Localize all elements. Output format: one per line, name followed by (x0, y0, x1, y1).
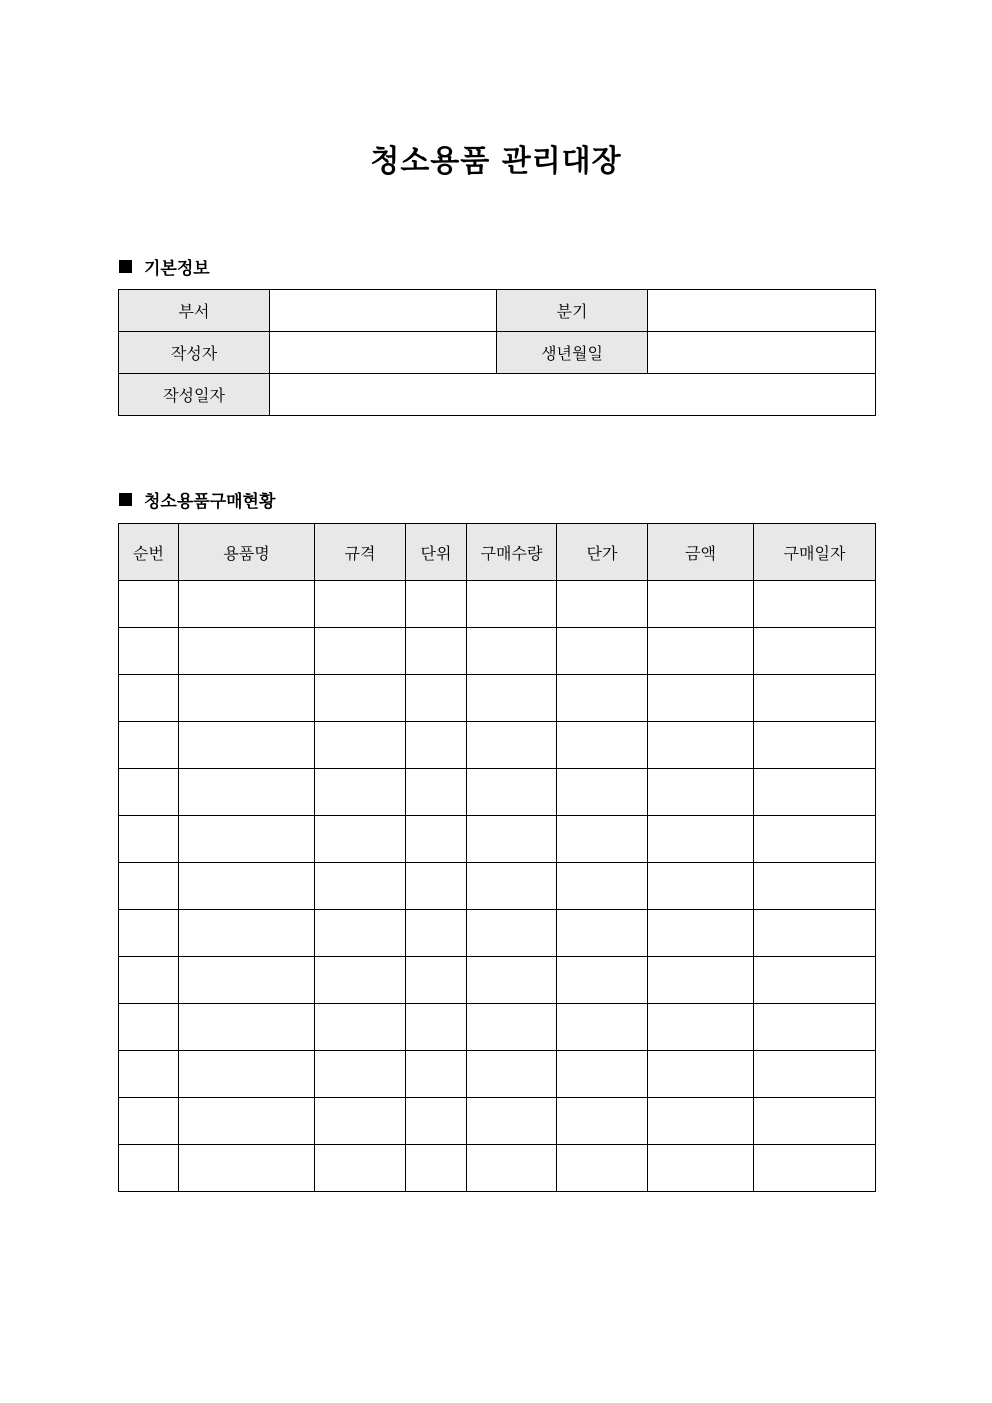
table-cell[interactable] (406, 1145, 467, 1192)
table-cell[interactable] (119, 1098, 179, 1145)
table-cell[interactable] (754, 675, 876, 722)
table-cell[interactable] (648, 769, 754, 816)
birth-date-label: 생년월일 (497, 332, 648, 374)
basic-info-heading-text: 기본정보 (144, 259, 210, 279)
table-row (119, 910, 876, 957)
table-row (119, 1098, 876, 1145)
table-cell[interactable] (557, 1051, 648, 1098)
table-cell[interactable] (406, 628, 467, 675)
table-cell[interactable] (406, 1051, 467, 1098)
table-cell[interactable] (557, 1098, 648, 1145)
column-header: 금액 (648, 524, 754, 581)
table-cell[interactable] (648, 1145, 754, 1192)
table-cell[interactable] (179, 957, 315, 1004)
table-cell[interactable] (179, 722, 315, 769)
quarter-label: 분기 (497, 290, 648, 332)
table-cell[interactable] (467, 1051, 557, 1098)
table-cell[interactable] (754, 957, 876, 1004)
table-cell[interactable] (557, 1145, 648, 1192)
department-label: 부서 (119, 290, 270, 332)
table-cell[interactable] (754, 722, 876, 769)
table-cell[interactable] (315, 863, 406, 910)
table-cell[interactable] (754, 1004, 876, 1051)
table-cell[interactable] (648, 1004, 754, 1051)
table-cell[interactable] (315, 1051, 406, 1098)
purchase-table (118, 523, 876, 1192)
table-row (119, 863, 876, 910)
table-cell[interactable] (315, 957, 406, 1004)
purchase-table-body (119, 581, 876, 1192)
table-cell[interactable] (467, 722, 557, 769)
written-date-field[interactable] (270, 374, 876, 416)
table-cell[interactable] (315, 1004, 406, 1051)
table-cell[interactable] (467, 816, 557, 863)
table-cell[interactable] (648, 910, 754, 957)
table-cell[interactable] (315, 628, 406, 675)
table-cell[interactable] (406, 675, 467, 722)
table-cell[interactable] (315, 816, 406, 863)
table-cell[interactable] (754, 769, 876, 816)
table-cell[interactable] (406, 957, 467, 1004)
table-row (119, 1004, 876, 1051)
column-header: 규격 (315, 524, 406, 581)
table-cell[interactable] (557, 628, 648, 675)
table-cell[interactable] (406, 1004, 467, 1051)
table-cell[interactable] (648, 816, 754, 863)
table-cell[interactable] (648, 863, 754, 910)
table-cell[interactable] (315, 581, 406, 628)
table-row (119, 957, 876, 1004)
table-cell[interactable] (754, 1098, 876, 1145)
writer-label: 작성자 (119, 332, 270, 374)
table-cell[interactable] (406, 581, 467, 628)
table-row (119, 769, 876, 816)
table-cell[interactable] (179, 1145, 315, 1192)
table-cell[interactable] (557, 910, 648, 957)
table-cell[interactable] (648, 957, 754, 1004)
table-cell[interactable] (179, 675, 315, 722)
table-cell[interactable] (557, 816, 648, 863)
table-cell[interactable] (406, 816, 467, 863)
table-cell[interactable] (467, 628, 557, 675)
table-cell[interactable] (119, 863, 179, 910)
table-cell[interactable] (467, 1004, 557, 1051)
table-row (119, 628, 876, 675)
table-cell[interactable] (467, 1145, 557, 1192)
table-cell[interactable] (467, 1098, 557, 1145)
purchase-heading (119, 487, 275, 512)
table-cell[interactable] (179, 769, 315, 816)
table-cell[interactable] (179, 1051, 315, 1098)
table-cell[interactable] (119, 722, 179, 769)
table-cell[interactable] (648, 1098, 754, 1145)
table-cell[interactable] (179, 1098, 315, 1145)
table-row (119, 722, 876, 769)
table-cell[interactable] (754, 1145, 876, 1192)
table-row (119, 816, 876, 863)
table-cell[interactable] (754, 581, 876, 628)
table-cell[interactable] (557, 1004, 648, 1051)
purchase-header-row (119, 524, 876, 581)
column-header: 단가 (557, 524, 648, 581)
table-cell[interactable] (648, 675, 754, 722)
table-cell[interactable] (179, 816, 315, 863)
table-cell[interactable] (648, 722, 754, 769)
info-row (119, 374, 876, 416)
table-cell[interactable] (315, 1145, 406, 1192)
table-cell[interactable] (315, 722, 406, 769)
table-cell[interactable] (467, 863, 557, 910)
table-cell[interactable] (119, 1004, 179, 1051)
column-header: 구매일자 (754, 524, 876, 581)
table-cell[interactable] (467, 957, 557, 1004)
table-cell[interactable] (119, 957, 179, 1004)
table-cell[interactable] (467, 675, 557, 722)
square-bullet-icon (119, 260, 132, 273)
table-cell[interactable] (315, 769, 406, 816)
table-cell[interactable] (119, 581, 179, 628)
written-date-label: 작성일자 (119, 374, 270, 416)
table-cell[interactable] (119, 1051, 179, 1098)
table-row (119, 581, 876, 628)
table-cell[interactable] (179, 581, 315, 628)
basic-info-table (118, 289, 876, 416)
birth-date-field[interactable] (648, 332, 876, 374)
page-title: 청소용품 관리대장 (370, 144, 622, 179)
table-cell[interactable] (119, 816, 179, 863)
table-cell[interactable] (754, 863, 876, 910)
table-cell[interactable] (315, 910, 406, 957)
table-cell[interactable] (119, 675, 179, 722)
table-cell[interactable] (754, 1051, 876, 1098)
table-cell[interactable] (557, 863, 648, 910)
writer-field[interactable] (270, 332, 497, 374)
table-cell[interactable] (406, 769, 467, 816)
purchase-heading-text: 청소용품구매현황 (144, 492, 276, 512)
table-cell[interactable] (406, 1098, 467, 1145)
table-cell[interactable] (179, 628, 315, 675)
table-cell[interactable] (406, 910, 467, 957)
table-cell[interactable] (406, 863, 467, 910)
table-cell[interactable] (648, 1051, 754, 1098)
table-cell[interactable] (119, 910, 179, 957)
square-bullet-icon (119, 493, 132, 506)
table-cell[interactable] (119, 1145, 179, 1192)
table-row (119, 1145, 876, 1192)
table-cell[interactable] (754, 816, 876, 863)
column-header: 단위 (406, 524, 467, 581)
column-header: 구매수량 (467, 524, 557, 581)
table-cell[interactable] (557, 675, 648, 722)
table-cell[interactable] (754, 910, 876, 957)
table-cell[interactable] (179, 910, 315, 957)
table-cell[interactable] (179, 863, 315, 910)
table-cell[interactable] (119, 769, 179, 816)
basic-info-heading (119, 254, 210, 279)
table-cell[interactable] (467, 910, 557, 957)
table-cell[interactable] (315, 675, 406, 722)
table-cell[interactable] (648, 581, 754, 628)
table-cell[interactable] (315, 1098, 406, 1145)
table-cell[interactable] (557, 769, 648, 816)
table-cell[interactable] (467, 769, 557, 816)
table-cell[interactable] (754, 628, 876, 675)
table-cell[interactable] (119, 628, 179, 675)
table-cell[interactable] (557, 722, 648, 769)
table-cell[interactable] (557, 957, 648, 1004)
column-header: 용품명 (179, 524, 315, 581)
department-field[interactable] (270, 290, 497, 332)
table-row (119, 1051, 876, 1098)
info-row (119, 290, 876, 332)
table-cell[interactable] (648, 628, 754, 675)
table-row (119, 675, 876, 722)
info-row (119, 332, 876, 374)
column-header: 순번 (119, 524, 179, 581)
table-cell[interactable] (406, 722, 467, 769)
quarter-field[interactable] (648, 290, 876, 332)
table-cell[interactable] (467, 581, 557, 628)
table-cell[interactable] (179, 1004, 315, 1051)
table-cell[interactable] (557, 581, 648, 628)
